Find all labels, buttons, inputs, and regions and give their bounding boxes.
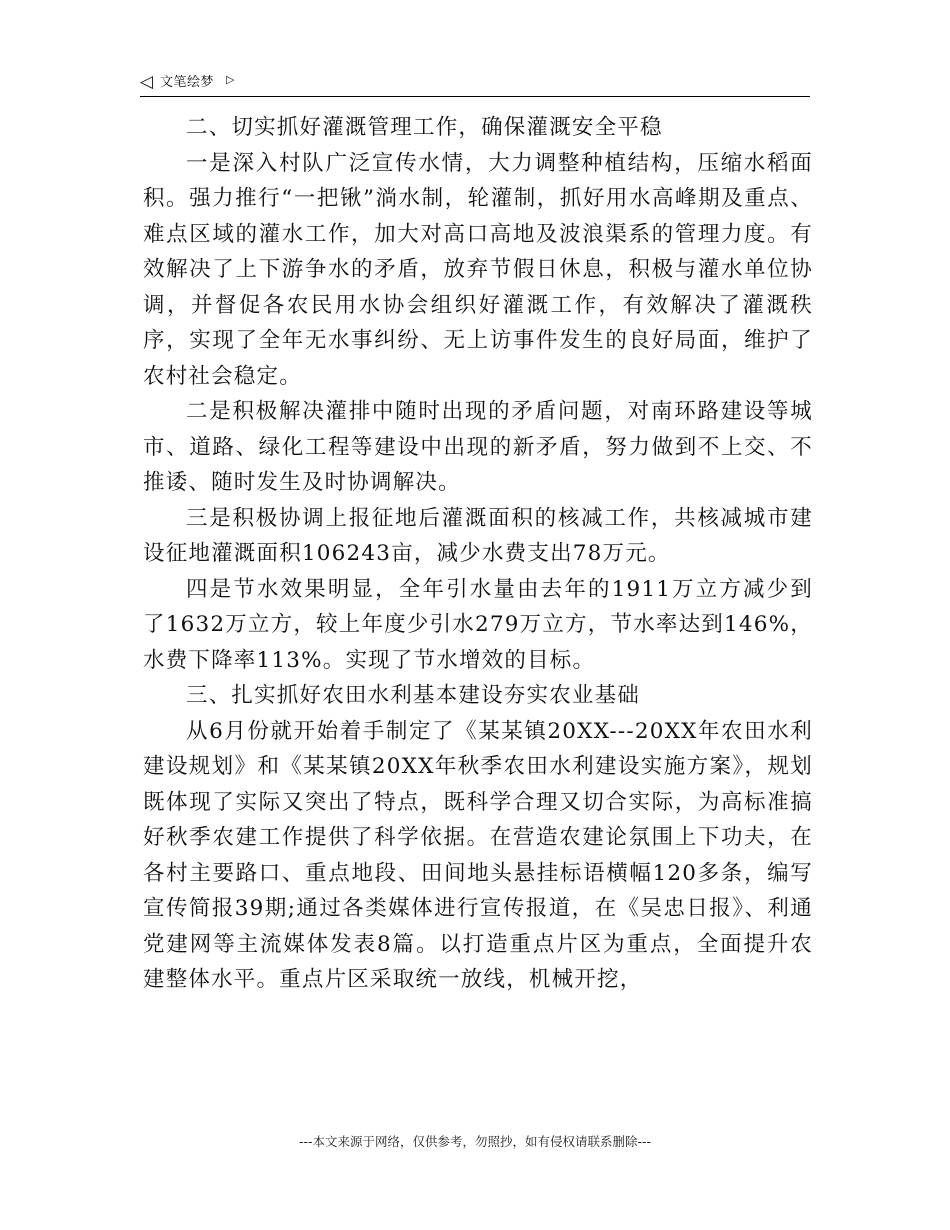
section-heading-2: 二、切实抓好灌溉管理工作，确保灌溉安全平稳 xyxy=(186,115,663,140)
left-triangle-icon: ◁ xyxy=(140,72,154,92)
section-heading-3: 三、扎实抓好农田水利基本建设夯实农业基础 xyxy=(186,683,641,708)
paragraph-item-3: 三是积极协调上报征地后灌溉面积的核减工作，共核减城市建设征地灌溉面积106243亩，减少水费支出78万元。 xyxy=(143,505,813,566)
paragraph-planning: 从6月份就开始着手制定了《某某镇20XX---20XX年农田水利建设规划》和《某某镇20XX年秋季农田水利建设实施方案》，规划既体现了实际又突出了特点，既科学合理又切合实际，为高标准搞好秋季农建工作提供了科学依据。在营造农建论氛围上下功夫，在各村主要路口、重点地段、田间地头悬挂标语横幅120多条，编写宣传简报39期;通过各类媒体进行宣传报道，在《吴忠日报》、利通党建网等主流媒体发表8篇。以打造重点片区为重点，全面提升农建整体水平。重点片区采取统一放线，机械开挖， xyxy=(143,718,813,992)
footer-disclaimer: ---本文来源于网络，仅供参考，勿照抄，如有侵权请联系删除--- xyxy=(298,1134,652,1149)
brand-label: 文笔绘梦 xyxy=(160,75,215,90)
document-body xyxy=(143,110,813,998)
paragraph-item-4: 四是节水效果明显，全年引水量由去年的1911万立方减少到了1632万立方，较上年度少引水279万立方，节水率达到146%，水费下降率113%。实现了节水增效的目标。 xyxy=(143,576,813,673)
right-triangle-icon: ▷ xyxy=(226,73,235,86)
page-header xyxy=(140,70,810,97)
paragraph-item-2: 二是积极解决灌排中随时出现的矛盾问题，对南环路建设等城市、道路、绿化工程等建设中出现的新矛盾，努力做到不上交、不推诿、随时发生及时协调解决。 xyxy=(143,399,813,495)
paragraph-item-1: 一是深入村队广泛宣传水情，大力调整种植结构，压缩水稻面积。强力推行“一把锹”淌水制，轮灌制，抓好用水高峰期及重点、难点区域的灌水工作，加大对高口高地及波浪渠系的管理力度。有效解决了上下游争水的矛盾，放弃节假日休息，积极与灌水单位协调，并督促各农民用水协会组织好灌溉工作，有效解决了灌溉秩序，实现了全年无水事纠纷、无上访事件发生的良好局面，维护了农村社会稳定。 xyxy=(143,150,813,389)
